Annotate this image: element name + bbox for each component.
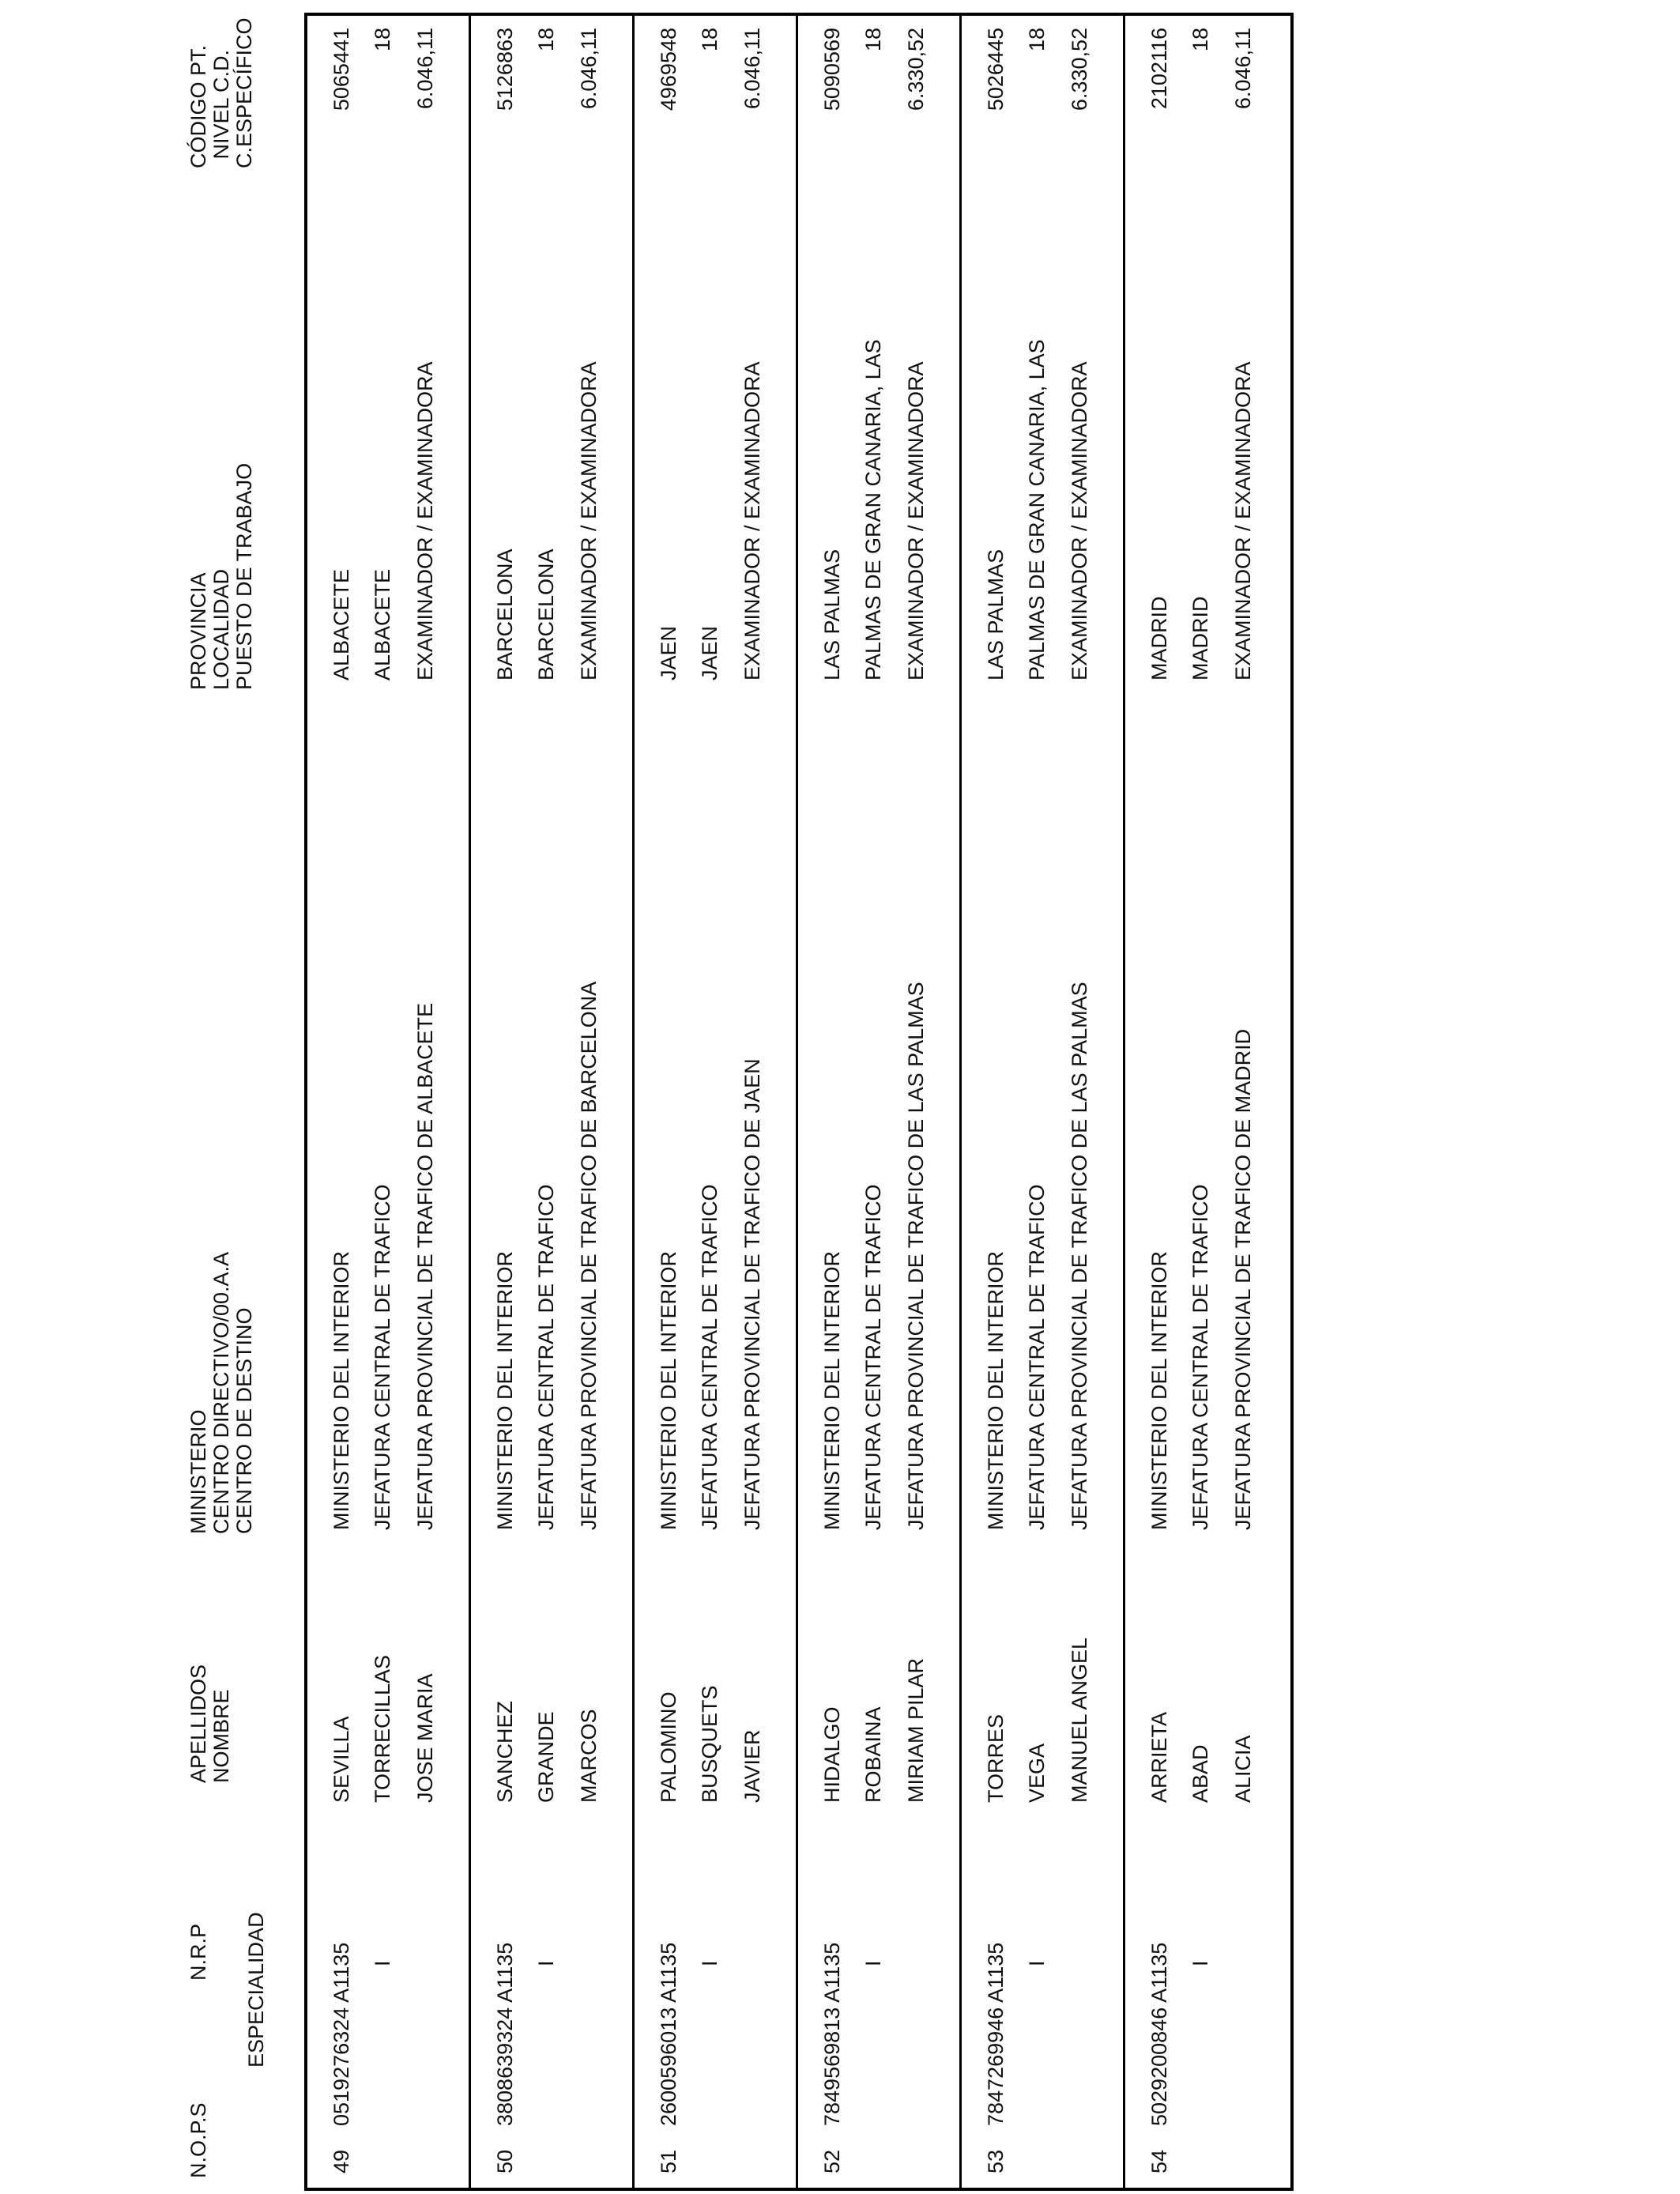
- header-ministerio-label: MINISTERIO: [186, 1409, 210, 1534]
- record-ministerio: MINISTERIO DEL INTERIOR: [493, 1250, 517, 1530]
- record-nops: 49: [330, 2149, 353, 2173]
- header-apellidos-label: APELLIDOS: [186, 1664, 210, 1783]
- record-localidad: ALBACETE: [371, 568, 394, 680]
- record-especialidad: I: [1188, 1960, 1212, 1966]
- record-centro-destino: JEFATURA PROVINCIAL DE TRAFICO DE LAS PALMAS: [1068, 982, 1091, 1530]
- header-codigo-label: CÓDIGO PT.: [186, 44, 210, 168]
- record-apellido2: VEGA: [1025, 1743, 1049, 1803]
- record-nombre: MARCOS: [577, 1709, 601, 1803]
- record-apellido1: TORRES: [984, 1713, 1008, 1803]
- record-nombre: JAVIER: [740, 1729, 764, 1803]
- record-ministerio: MINISTERIO DEL INTERIOR: [984, 1250, 1008, 1530]
- record-nrp: 5029200846 A1135: [1147, 1942, 1171, 2126]
- record-nivel: 18: [698, 28, 721, 52]
- record-centro-destino: JEFATURA PROVINCIAL DE TRAFICO DE MADRID: [1231, 1028, 1255, 1530]
- header-apellidos-nombre: [187, 1664, 233, 1783]
- record-row: [1125, 16, 1289, 2188]
- record-row: [635, 16, 798, 2188]
- header-nops-label: N.O.P.S: [186, 2102, 210, 2178]
- record-centro-directivo: JEFATURA CENTRAL DE TRAFICO: [698, 1184, 721, 1530]
- record-ministerio: MINISTERIO DEL INTERIOR: [657, 1250, 680, 1530]
- record-especifico: 6.330,52: [904, 28, 928, 111]
- record-provincia: MADRID: [1147, 596, 1171, 680]
- record-especialidad: I: [698, 1960, 721, 1966]
- records-table: [304, 13, 1294, 2191]
- header-especifico-label: C.ESPECÍFICO: [232, 17, 256, 168]
- record-centro-directivo: JEFATURA CENTRAL DE TRAFICO: [371, 1184, 394, 1530]
- record-centro-directivo: JEFATURA CENTRAL DE TRAFICO: [1188, 1184, 1212, 1530]
- record-nombre: JOSE MARIA: [413, 1673, 437, 1803]
- record-especialidad: I: [371, 1960, 394, 1966]
- record-centro-directivo: JEFATURA CENTRAL DE TRAFICO: [861, 1184, 885, 1530]
- record-especifico: 6.330,52: [1068, 28, 1091, 111]
- record-puesto: EXAMINADOR / EXAMINADORA: [1231, 361, 1255, 680]
- header-provincia-label: PROVINCIA: [186, 572, 210, 690]
- record-ministerio: MINISTERIO DEL INTERIOR: [820, 1250, 844, 1530]
- header-nombre-label: NOMBRE: [209, 1689, 233, 1783]
- record-especifico: 6.046,11: [577, 28, 601, 110]
- header-especialidad: [245, 1912, 268, 2068]
- record-nivel: 18: [371, 28, 394, 52]
- record-codigo: 5126863: [493, 28, 517, 111]
- record-apellido1: SEVILLA: [330, 1716, 353, 1803]
- header-nivel-label: NIVEL C.D.: [209, 50, 233, 160]
- record-centro-destino: JEFATURA PROVINCIAL DE TRAFICO DE ALBACETE: [413, 1002, 437, 1530]
- record-codigo: 5090569: [820, 28, 844, 111]
- record-apellido1: HIDALGO: [820, 1706, 844, 1803]
- record-apellido1: PALOMINO: [657, 1691, 680, 1803]
- record-centro-destino: JEFATURA PROVINCIAL DE TRAFICO DE JAEN: [740, 1058, 764, 1530]
- record-nops: 52: [820, 2149, 844, 2173]
- record-especifico: 6.046,11: [413, 28, 437, 110]
- header-ministerio-centro: [187, 1252, 256, 1534]
- record-ministerio: MINISTERIO DEL INTERIOR: [1147, 1250, 1171, 1530]
- record-especifico: 6.046,11: [1231, 28, 1255, 110]
- header-nrp-label: N.R.P: [186, 1923, 210, 1981]
- record-puesto: EXAMINADOR / EXAMINADORA: [740, 361, 764, 680]
- record-nrp: 7849569813 A1135: [820, 1942, 844, 2126]
- record-apellido1: ARRIETA: [1147, 1711, 1171, 1803]
- record-centro-destino: JEFATURA PROVINCIAL DE TRAFICO DE LAS PALMAS: [904, 982, 928, 1530]
- record-provincia: JAEN: [657, 625, 680, 680]
- record-nrp: 0519276324 A1135: [330, 1942, 353, 2126]
- header-centro-directivo-label: CENTRO DIRECTIVO/00.A.A: [209, 1251, 233, 1534]
- record-puesto: EXAMINADOR / EXAMINADORA: [904, 361, 928, 680]
- record-centro-directivo: JEFATURA CENTRAL DE TRAFICO: [534, 1184, 558, 1530]
- record-apellido2: ABAD: [1188, 1744, 1212, 1803]
- record-centro-directivo: JEFATURA CENTRAL DE TRAFICO: [1025, 1184, 1049, 1530]
- record-ministerio: MINISTERIO DEL INTERIOR: [330, 1250, 353, 1530]
- record-provincia: LAS PALMAS: [820, 548, 844, 680]
- header-provincia-localidad-puesto: [187, 463, 256, 690]
- record-especifico: 6.046,11: [740, 28, 764, 110]
- record-apellido2: TORRECILLAS: [371, 1654, 394, 1803]
- record-especialidad: I: [861, 1960, 885, 1966]
- record-provincia: BARCELONA: [493, 548, 517, 680]
- record-localidad: PALMAS DE GRAN CANARIA, LAS: [861, 339, 885, 680]
- record-nops: 51: [657, 2149, 680, 2173]
- record-apellido2: ROBAINA: [861, 1706, 885, 1803]
- record-nrp: 2600596013 A1135: [657, 1942, 680, 2126]
- record-apellido1: SANCHEZ: [493, 1700, 517, 1803]
- header-puesto-label: PUESTO DE TRABAJO: [232, 462, 256, 690]
- record-nombre: MANUEL ANGEL: [1068, 1637, 1091, 1803]
- record-especialidad: I: [534, 1960, 558, 1966]
- record-nombre: ALICIA: [1231, 1735, 1255, 1803]
- record-centro-destino: JEFATURA PROVINCIAL DE TRAFICO DE BARCELONA: [577, 981, 601, 1530]
- record-localidad: MADRID: [1188, 596, 1212, 680]
- record-nivel: 18: [861, 28, 885, 52]
- record-puesto: EXAMINADOR / EXAMINADORA: [1068, 361, 1091, 680]
- record-puesto: EXAMINADOR / EXAMINADORA: [413, 361, 437, 680]
- record-nivel: 18: [1188, 28, 1212, 52]
- record-nrp: 3808639324 A1135: [493, 1942, 517, 2126]
- header-localidad-label: LOCALIDAD: [209, 568, 233, 690]
- record-row: [962, 16, 1125, 2188]
- header-nrp: [187, 1924, 210, 1981]
- record-apellido2: GRANDE: [534, 1711, 558, 1803]
- record-nivel: 18: [1025, 28, 1049, 52]
- record-nops: 53: [984, 2149, 1008, 2173]
- record-codigo: 2102116: [1147, 28, 1171, 110]
- header-centro-destino-label: CENTRO DE DESTINO: [232, 1307, 256, 1534]
- record-nombre: MIRIAM PILAR: [904, 1657, 928, 1803]
- record-localidad: JAEN: [698, 625, 721, 680]
- record-codigo: 4969548: [657, 28, 680, 111]
- record-row: [471, 16, 635, 2188]
- record-codigo: 5065441: [330, 28, 353, 111]
- record-nivel: 18: [534, 28, 558, 52]
- record-especialidad: I: [1025, 1960, 1049, 1966]
- record-apellido2: BUSQUETS: [698, 1685, 721, 1803]
- record-nops: 50: [493, 2149, 517, 2173]
- record-nops: 54: [1147, 2149, 1171, 2173]
- record-row: [798, 16, 962, 2188]
- record-codigo: 5026445: [984, 28, 1008, 111]
- record-localidad: PALMAS DE GRAN CANARIA, LAS: [1025, 339, 1049, 680]
- record-provincia: LAS PALMAS: [984, 548, 1008, 680]
- record-puesto: EXAMINADOR / EXAMINADORA: [577, 361, 601, 680]
- record-localidad: BARCELONA: [534, 548, 558, 680]
- record-provincia: ALBACETE: [330, 568, 353, 680]
- header-especialidad-label: ESPECIALIDAD: [244, 1912, 268, 2068]
- header-nops: [187, 2102, 210, 2178]
- record-nrp: 7847269946 A1135: [984, 1942, 1008, 2126]
- record-row: [307, 16, 471, 2188]
- header-codigo-nivel-especifico: [186, 17, 256, 168]
